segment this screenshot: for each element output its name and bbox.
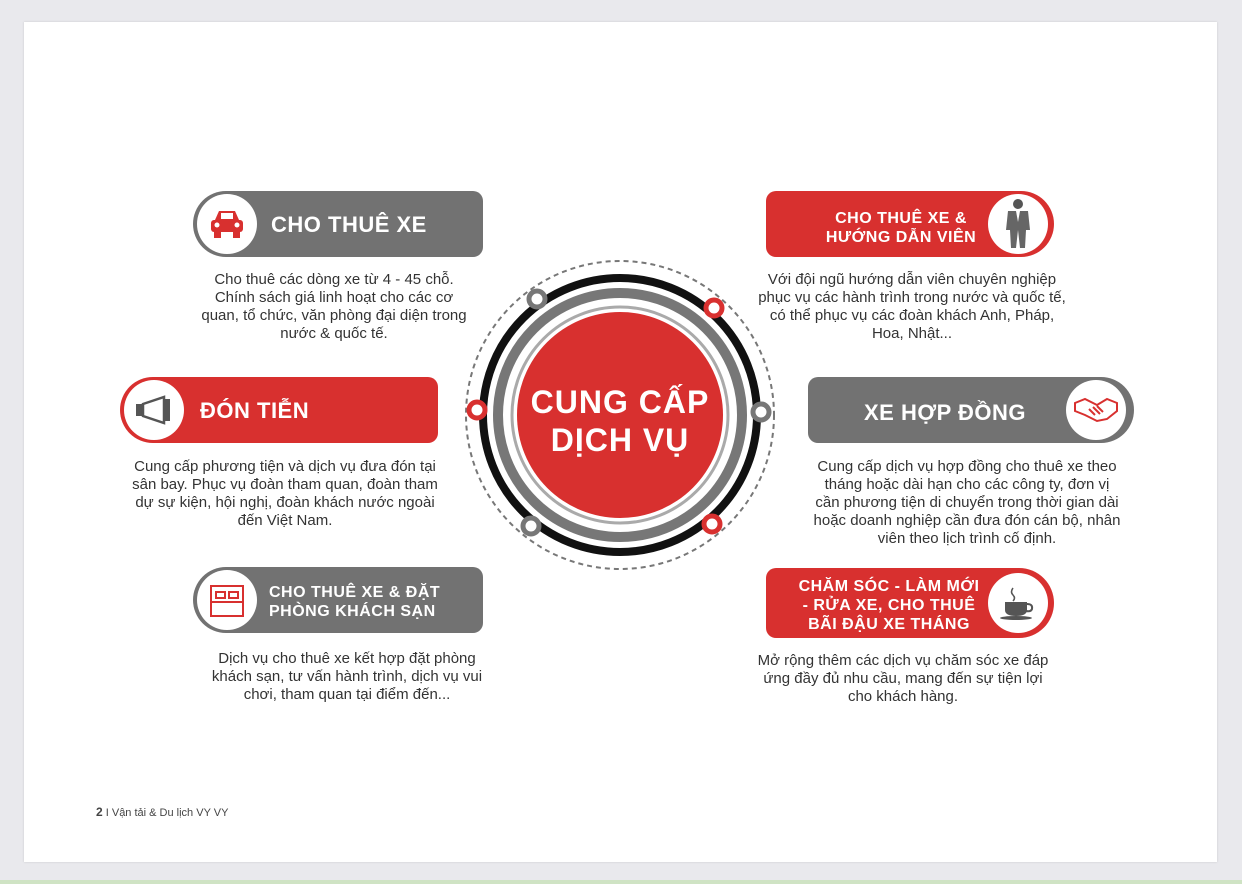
care-badge [766, 568, 1054, 638]
guide-title-line1: CHO THUÊ XE & [835, 210, 967, 227]
pickup-title: ĐÓN TIỄN [200, 398, 310, 423]
guide-title-line2: HƯỚNG DẪN VIÊN [825, 229, 977, 247]
handshake-icon [1066, 380, 1126, 440]
car-icon [197, 194, 257, 254]
page-footer [96, 805, 228, 819]
care-title-line1: CHĂM SÓC - LÀM MỚI [798, 578, 980, 595]
hotel-title-line1: CHO THUÊ XE & ĐẶT [269, 584, 441, 601]
care-title-line2: - RỬA XE, CHO THUÊ [802, 597, 976, 614]
pickup-badge [120, 377, 438, 443]
contract-badge [808, 377, 1134, 443]
hotel-title-line2: PHÒNG KHÁCH SẠN [269, 603, 436, 621]
center-title [460, 383, 780, 459]
bottom-edge [0, 880, 1242, 884]
center-title-line1: CUNG CẤP [530, 384, 710, 420]
hotel-description: Dịch vụ cho thuê xe kết hợp đặt phòng khách sạn, tư vấn hành trình, dịch vụ vui chơi, tham quan tại điểm đến... [211, 650, 483, 703]
guide-title [806, 209, 996, 247]
rental-description: Cho thuê các dòng xe từ 4 - 45 chỗ. Chính sách giá linh hoạt cho các cơ quan, tổ chức, văn phòng đại diện trong nước & quốc tế. [201, 271, 467, 342]
bed-icon [197, 570, 257, 630]
center-title-line2: DỊCH VỤ [550, 422, 690, 458]
megaphone-icon [124, 380, 184, 440]
guide-badge [766, 191, 1054, 257]
contract-description: Cung cấp dịch vụ hợp đồng cho thuê xe theo tháng hoặc dài hạn cho các công ty, đơn vị cần phương tiện di chuyển trong thời gian dài hoặc doanh nghiệp cần đưa đón cán bộ, nhân viên theo lịch trình cố định. [813, 458, 1121, 547]
rental-title: CHO THUÊ XE [271, 212, 427, 237]
care-title [780, 577, 998, 634]
coffee-cup-icon [988, 573, 1048, 633]
center-circle [460, 255, 780, 575]
footer-text: I Vận tải & Du lịch VY VY [102, 807, 229, 819]
page-number: 2 [96, 805, 103, 819]
rental-badge [193, 191, 483, 257]
contract-title: XE HỢP ĐỒNG [864, 400, 1027, 425]
care-description: Mở rộng thêm các dịch vụ chăm sóc xe đáp ứng đầy đủ nhu cầu, mang đến sự tiện lợi cho khách hàng. [757, 652, 1049, 705]
guide-description: Với đội ngũ hướng dẫn viên chuyên nghiệp phục vụ các hành trình trong nước và quốc tế, có thể phục vụ các đoàn khách Anh, Pháp, Hoa, Nhật... [758, 271, 1066, 342]
care-title-line3: BÃI ĐẬU XE THÁNG [808, 616, 970, 633]
hotel-badge [193, 567, 483, 633]
businessman-icon [988, 194, 1048, 254]
pickup-description: Cung cấp phương tiện và dịch vụ đưa đón tại sân bay. Phục vụ đoàn tham quan, đoàn tham dự sự kiện, hội nghị, đoàn khách nước ngoài đến Việt Nam. [132, 458, 438, 529]
hotel-title [269, 583, 440, 621]
